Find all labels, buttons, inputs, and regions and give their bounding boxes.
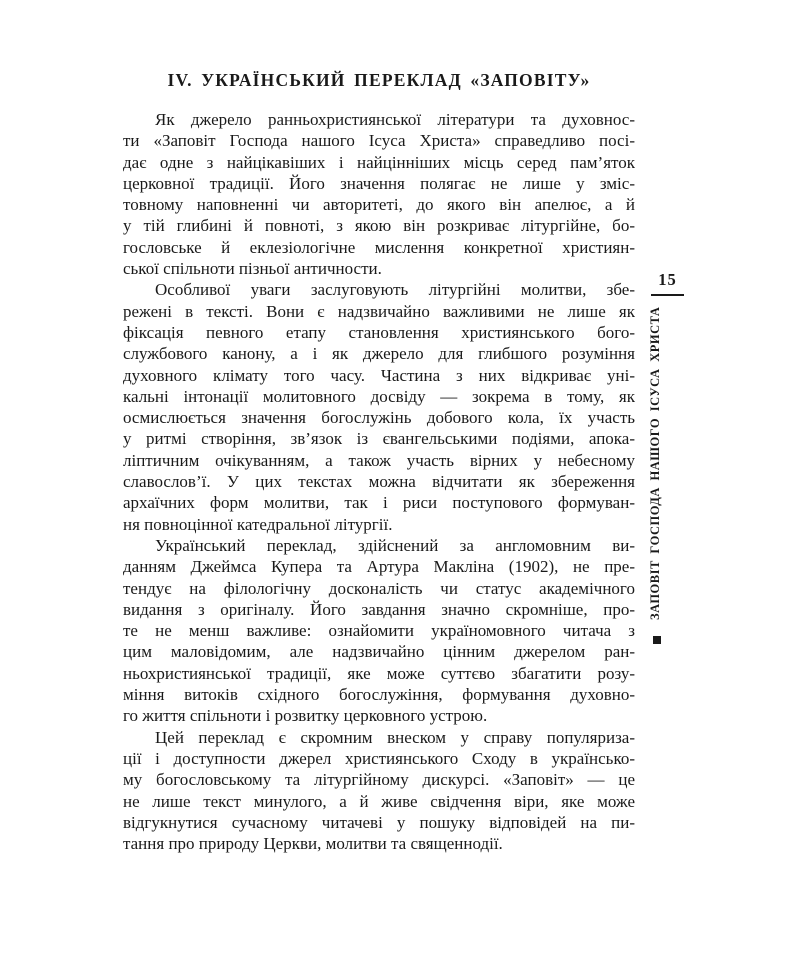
text-line: му богословському та літургійному дискурсі. «Заповіт» — це bbox=[123, 770, 635, 790]
text-line: ти «Заповіт Господа нашого Ісуса Христа» справедливо посі- bbox=[123, 131, 635, 151]
text-line: те не менш важливе: ознайомити україномовного читача з bbox=[123, 621, 635, 641]
text-line: у ритмі створіння, зв’язок із євангельськими подіями, апока- bbox=[123, 429, 635, 449]
text-line: тендує на філологічну досконалість чи статус академічного bbox=[123, 578, 635, 598]
text-line: данням Джеймса Купера та Артура Макліна (1902), не пре- bbox=[123, 557, 635, 577]
text-line: відгукнутися сучасному читачеві у пошуку відповідей на пи- bbox=[123, 812, 635, 832]
text-line: духовного клімату того часу. Частина з них відкриває уні- bbox=[123, 365, 635, 385]
text-line: фіксація певного етапу становлення християнського бого- bbox=[123, 322, 635, 342]
square-bullet-icon bbox=[653, 636, 661, 644]
text-line: ня повноцінної катедральної літургії. bbox=[123, 514, 393, 534]
paragraph bbox=[123, 535, 635, 727]
text-line: видання з оригіналу. Його завдання значно скромніше, про- bbox=[123, 599, 635, 619]
text-line: ської спільноти пізньої античности. bbox=[123, 259, 382, 279]
text-line: славослов’ї. У цих текстах можна відчитати як збереження bbox=[123, 472, 635, 492]
text-line: осмислюється значення богослужінь добового кола, їх участь bbox=[123, 408, 635, 428]
text-line: ції і доступности джерел християнського Сходу в українсько- bbox=[123, 748, 635, 768]
text-line: у тій глибині й повноті, з якою він розкриває літургійне, бо- bbox=[123, 216, 635, 236]
text-line: архаїчних форм молитви, так і риси поступового формуван- bbox=[123, 493, 635, 513]
text-column bbox=[123, 70, 635, 854]
text-line: цим маловідомим, але надзвичайно цінним джерелом ран- bbox=[123, 642, 635, 662]
text-line: дає одне з найцікавіших і найцінніших місць серед пам’яток bbox=[123, 152, 635, 172]
text-line: не лише текст минулого, а й живе свідчення віри, яке може bbox=[123, 791, 635, 811]
text-line: міння витоків східного богослужіння, формування духовно- bbox=[123, 685, 635, 705]
text-line: гословське й еклезіологічне мислення конкретної християн- bbox=[123, 237, 635, 257]
paragraph bbox=[123, 727, 635, 855]
page-number: 15 bbox=[651, 270, 684, 296]
text-line: кальні інтонації молитовного досвіду — зокрема в тому, як bbox=[123, 386, 635, 406]
text-line: церковної традиції. Його значення полягає не лише у зміс- bbox=[123, 173, 635, 193]
running-title: ЗАПОВІТ ГОСПОДА НАШОГО ІСУСА ХРИСТА bbox=[648, 306, 662, 620]
paragraph bbox=[123, 279, 635, 535]
text-line: Особливої уваги заслуговують літургійні молитви, збе- bbox=[155, 280, 635, 300]
text-line: Як джерело ранньохристиянської літератури та духовнос- bbox=[155, 110, 635, 129]
text-line: Український переклад, здійснений за англомовним ви- bbox=[155, 535, 635, 555]
body-text bbox=[123, 109, 635, 854]
text-line: режені в тексті. Вони є надзвичайно важливими не лише як bbox=[123, 301, 635, 321]
text-line: товному наповненні чи авторитеті, до якого він апелює, а й bbox=[123, 195, 635, 215]
text-line: Цей переклад є скромним внеском у справу популяриза- bbox=[155, 727, 635, 747]
text-line: ньохристиянської традиції, яке може суттєво збагатити розу- bbox=[123, 663, 635, 683]
chapter-title: IV. УКРАЇНСЬКИЙ ПЕРЕКЛАД «ЗАПОВІТУ» bbox=[167, 70, 591, 90]
paragraph bbox=[123, 109, 635, 279]
text-line: го життя спільноти і розвитку церковного устрою. bbox=[123, 706, 488, 726]
text-line: тання про природу Церкви, молитви та священнодії. bbox=[123, 834, 503, 854]
text-line: службового канону, а і як джерело для глибшого розуміння bbox=[123, 344, 635, 364]
text-line: ліптичним очікуванням, а також участь вірних у небесному bbox=[123, 450, 635, 470]
